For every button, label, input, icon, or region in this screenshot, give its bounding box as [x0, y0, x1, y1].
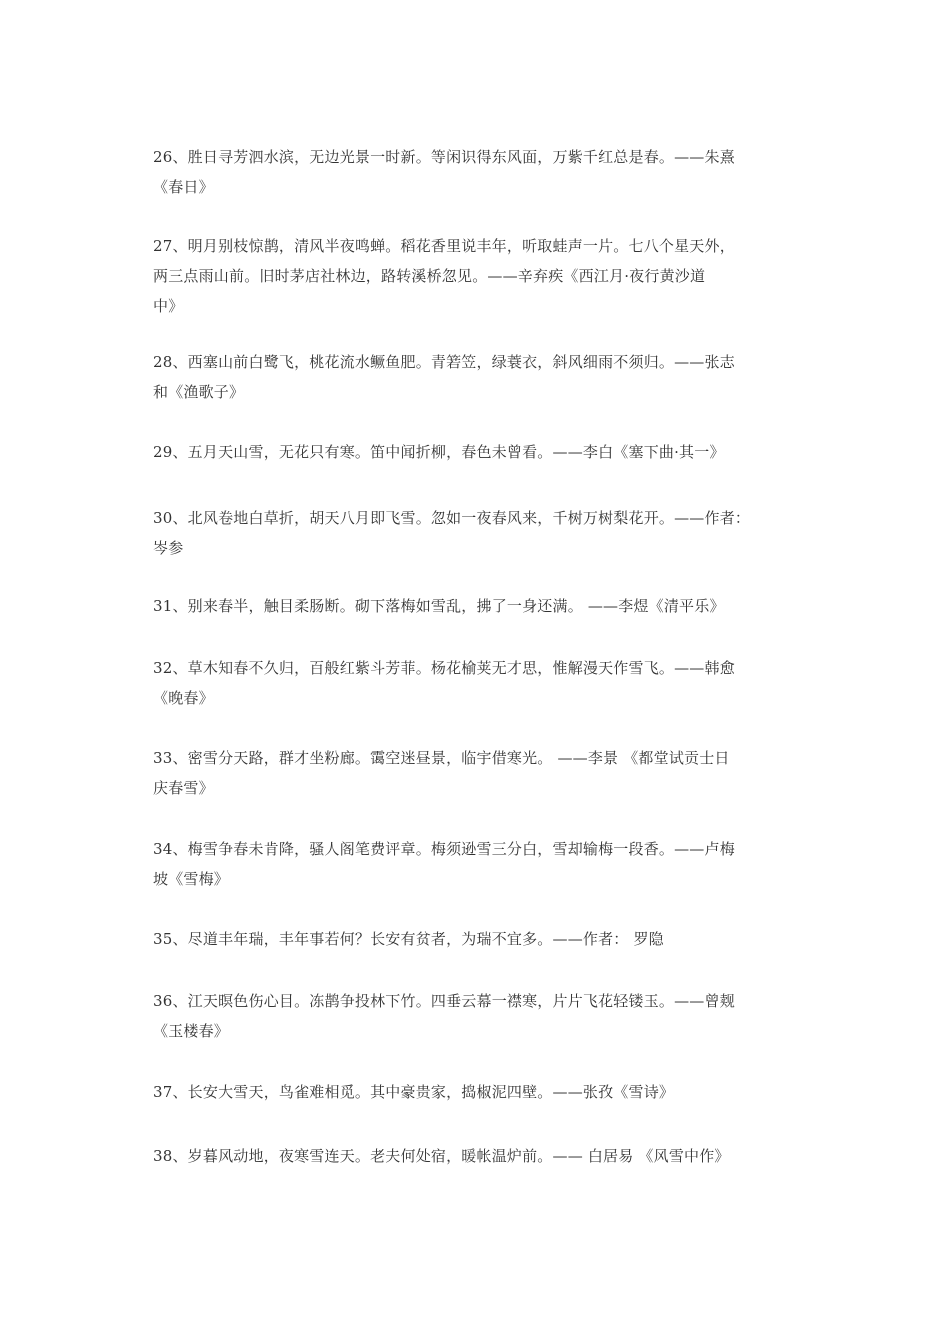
- poem-entry-26: [153, 142, 803, 202]
- poem-entry-28: [153, 347, 803, 407]
- poem-line: 《玉楼春》: [153, 1022, 230, 1040]
- poem-line: 37、长安大雪天，鸟雀难相觅。其中豪贵家，捣椒泥四壁。——张孜《雪诗》: [153, 1083, 675, 1101]
- poem-entry-37: [153, 1077, 803, 1107]
- poem-entry-34: [153, 834, 803, 894]
- poem-line: 26、胜日寻芳泗水滨，无边光景一时新。等闲识得东风面，万紫千红总是春。——朱熹: [153, 148, 735, 166]
- poem-line: 两三点雨山前。旧时茅店社林边，路转溪桥忽见。——辛弃疾《西江月·夜行黄沙道: [153, 267, 706, 285]
- poem-line: 29、五月天山雪，无花只有寒。笛中闻折柳，春色未曾看。——李白《塞下曲·其一》: [153, 443, 725, 461]
- poem-entry-32: [153, 653, 803, 713]
- poem-entry-35: [153, 924, 803, 954]
- poem-entry-38: [153, 1141, 803, 1171]
- poem-line: 33、密雪分天路，群才坐粉廊。霭空迷昼景，临宇借寒光。 ——李景 《都堂试贡士日: [153, 749, 730, 767]
- poem-entry-33: [153, 743, 803, 803]
- poem-entry-29: [153, 437, 803, 467]
- poem-line: 中》: [153, 297, 184, 315]
- poem-line: 岑参: [153, 539, 184, 557]
- poem-line: 《晚春》: [153, 689, 214, 707]
- poem-line: 38、岁暮风动地，夜寒雪连天。老夫何处宿，暖帐温炉前。—— 白居易 《风雪中作》: [153, 1147, 730, 1165]
- poem-line: 32、草木知春不久归，百般红紫斗芳菲。杨花榆荚无才思，惟解漫天作雪飞。——韩愈: [153, 659, 735, 677]
- poem-line: 34、梅雪争春未肯降，骚人阁笔费评章。梅须逊雪三分白，雪却输梅一段香。——卢梅: [153, 840, 735, 858]
- poem-line: 27、明月别枝惊鹊，清风半夜鸣蝉。稻花香里说丰年，听取蛙声一片。七八个星天外，: [153, 237, 735, 255]
- poem-line: 庆春雪》: [153, 779, 214, 797]
- poem-entry-30: [153, 503, 803, 563]
- poem-line: 31、别来春半，触目柔肠断。砌下落梅如雪乱，拂了一身还满。 ——李煜《清平乐》: [153, 597, 725, 615]
- poem-entry-36: [153, 986, 803, 1046]
- poem-line: 28、西塞山前白鹭飞，桃花流水鳜鱼肥。青箬笠，绿蓑衣，斜风细雨不须归。——张志: [153, 353, 735, 371]
- poem-line: 坡《雪梅》: [153, 870, 230, 888]
- poem-entry-31: [153, 591, 803, 621]
- poem-line: 30、北风卷地白草折，胡天八月即飞雪。忽如一夜春风来，千树万树梨花开。——作者：: [153, 509, 751, 527]
- poem-line: 《春日》: [153, 178, 214, 196]
- poem-line: 和《渔歌子》: [153, 383, 245, 401]
- poem-line: 36、江天暝色伤心目。冻鹊争投林下竹。四垂云幕一襟寒，片片飞花轻镂玉。——曾觌: [153, 992, 735, 1010]
- poem-entry-27: [153, 231, 803, 321]
- poem-line: 35、尽道丰年瑞，丰年事若何？长安有贫者，为瑞不宜多。——作者： 罗隐: [153, 930, 664, 948]
